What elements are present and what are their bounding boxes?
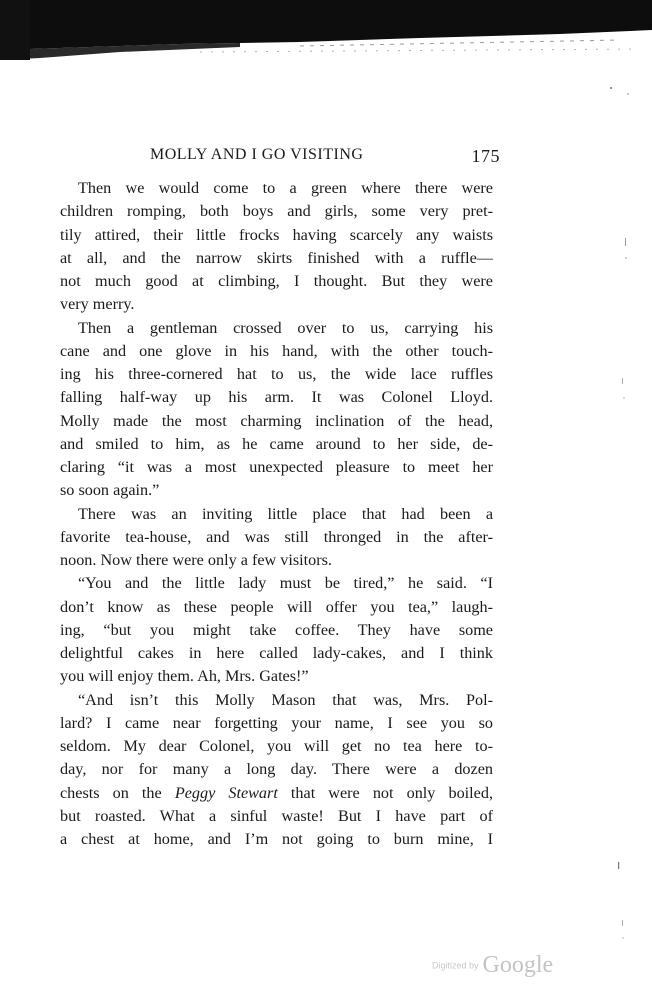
text-line: favorite tea-house, and was still thronged in the after- bbox=[60, 527, 493, 546]
running-title: MOLLY AND I GO VISITING bbox=[150, 146, 364, 163]
text-line: you will enjoy them. Ah, Mrs. Gates!” bbox=[60, 667, 309, 686]
text-line: “And isn’t this Molly Mason that was, Mrs. Pol- bbox=[78, 690, 493, 709]
text-line bbox=[60, 782, 493, 805]
text-line: don’t know as these people will offer you tea,” laugh- bbox=[60, 597, 493, 616]
text-line: a chest at home, and I’m not going to burn mine, I bbox=[60, 830, 493, 848]
text-line: day, nor for many a long day. There were a dozen bbox=[60, 760, 493, 779]
text-segment: that were not only boiled, bbox=[277, 783, 493, 802]
digitized-by-google-watermark bbox=[432, 952, 572, 982]
watermark-prefix: Digitized by bbox=[432, 960, 479, 971]
text-line: lard? I came near forgetting your name, I see you so bbox=[60, 713, 493, 732]
text-line: not much good at climbing, I thought. But they were bbox=[60, 272, 493, 290]
text-line: ing his three-cornered hat to us, the wide lace ruffles bbox=[60, 365, 493, 383]
google-logo: Google bbox=[482, 952, 554, 978]
body-text bbox=[60, 177, 493, 851]
text-line: “You and the little lady must be tired,” he said. “I bbox=[78, 574, 493, 593]
text-line: Then a gentleman crossed over to us, carrying his bbox=[78, 318, 493, 337]
text-line: ing, “but you might take coffee. They have some bbox=[60, 620, 493, 639]
text-line: children romping, both boys and girls, some very pret- bbox=[60, 202, 493, 221]
running-head bbox=[60, 146, 500, 170]
ship-name-italic: Peggy Stewart bbox=[174, 783, 278, 802]
page-number: 175 bbox=[471, 146, 500, 166]
text-segment: chests on the bbox=[60, 783, 175, 802]
text-line: and smiled to him, as he came around to her side, de- bbox=[60, 434, 493, 453]
text-line: but roasted. What a sinful waste! But I have part of bbox=[60, 806, 493, 825]
text-line: claring “it was a most unexpected pleasure to meet her bbox=[60, 458, 493, 476]
text-line: Then we would come to a green where there were bbox=[78, 179, 493, 197]
text-line: seldom. My dear Colonel, you will get no tea here to- bbox=[60, 737, 493, 755]
text-line: at all, and the narrow skirts finished with a ruffle— bbox=[60, 248, 493, 267]
text-line: There was an inviting little place that had been a bbox=[78, 504, 493, 523]
text-line: Molly made the most charming inclination of the head, bbox=[60, 411, 493, 430]
text-line: falling half-way up his arm. It was Colonel Lloyd. bbox=[60, 388, 493, 407]
text-line: very merry. bbox=[60, 295, 135, 314]
text-line: so soon again.” bbox=[60, 481, 160, 500]
text-line: noon. Now there were only a few visitors. bbox=[60, 551, 332, 569]
text-line: cane and one glove in his hand, with the other touch- bbox=[60, 341, 493, 360]
scan-binding-edge bbox=[0, 0, 652, 60]
text-line: tily attired, their little frocks having scarcely any waists bbox=[60, 225, 493, 244]
text-line: delightful cakes in here called lady-cakes, and I think bbox=[60, 644, 493, 662]
